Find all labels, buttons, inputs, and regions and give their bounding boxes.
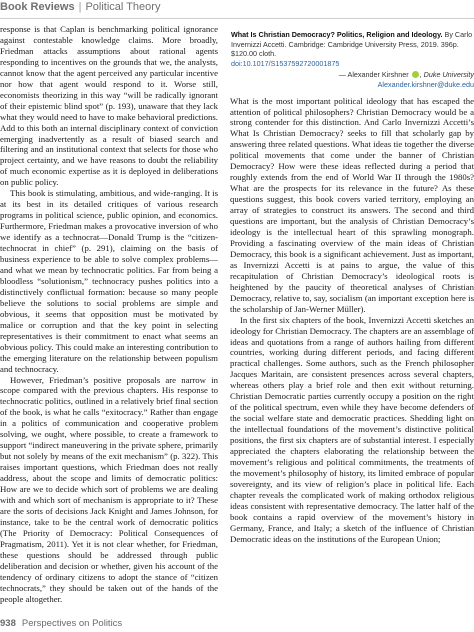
right-paragraph-1: What is the most important political ideology that has escaped the attention of political philosophers? Christian Democracy would be a strong contender for this distinction. And Carlo Invernizzi Accetti’s What Is Christian Democracy? seeks to fill that scholarly gap by answering three related questions. What ideas tie together the diverse political movements that come under the banner of Christian Democracy? How were these ideas reflected during a period that roughly extends from the end of World War II through the 1980s? What are the prospects for its relevance in the future? As these questions suggest, this book covers varied territory, employing an array of strategies to construct its answers. The second and third questions are important, but the analysis of Christian Democracy’s ideology is the intellectual heart of this sprawling monograph. Providing a fascinating overview of the main ideas of Christian Democracy, this book is a significant achievement. Just as important, as Invernizzi Accetti is at pains to argue, the value of this recapitulation of Christian Democracy’s ideological roots is heightened by the paucity of theoretical analyses of Christian Democracy, relative to, say, socialism (an important exception here is the scholarship of Jan-Werner Müller).	[230, 95, 474, 314]
section-label: Book Reviews	[0, 1, 75, 13]
reviewer-block: — Alexander Kirshner , Duke University Alexander.kirshner@duke.edu	[338, 70, 474, 89]
review-entry	[230, 30, 474, 90]
left-column	[0, 24, 218, 614]
review-book-title: What Is Christian Democracy? Politics, Religion and Ideology.	[231, 30, 443, 39]
header-separator: |	[78, 1, 82, 13]
left-paragraph-3: However, Friedman’s positive proposals are narrow in scope compared with the previous chapters. His response to technocratic politics, outlined in a relatively brief final section of the book, is what he calls “exitocracy.” Rather than engage in a politics of communication and cooperative problem solving, we ought, where possible, to create a framework to support “indirect maneuvering in the private sphere, primarily but not solely by means of the exit mechanism” (p. 322). This raises important questions, which Friedman does not really address, about the scope and limits of democratic politics: How are we to decide which sort of problems we are dealing with and which sort of mechanism is appropriate to it? These are the sorts of decisions Jack Knight and James Johnson, for instance, take to be the central work of democratic politics (The Priority of Democracy: Political Consequences of Pragmatism, 2011). Yet it is not clear whether, for Friedman, these questions should be addressed through public deliberation and decision or whether, given his account of the tendency of ordinary citizens to adopt the stance of “citizen technocrats,” they should be taken out of the hands of the people altogether.	[0, 374, 218, 604]
orcid-icon[interactable]	[412, 71, 419, 78]
running-header	[0, 0, 474, 14]
running-footer	[0, 618, 474, 632]
journal-label: Political Theory	[85, 1, 161, 13]
header-rule	[0, 18, 474, 19]
review-doi-link[interactable]: doi:10.1017/S1537592720001875	[231, 58, 340, 68]
right-paragraph-2: In the first six chapters of the book, Invernizzi Accetti sketches an ideology for Christian Democracy. The chapters are an assemblage of ideas and quotations from a range of authors hailing from different countries, working during different periods, and facing different practical challenges. Some authors, such as the French philosopher Jacques Maritain, are consistent presences across several chapters, whereas others play a brief role and then exit without returning. Christian Democratic parties currently occupy a position on the right of the political spectrum, even while they have become defenders of the social welfare state and democratic practices. Shedding light on the intellectual foundations of the movement’s distinctive political positions, the first six chapters are of substantial interest. I especially appreciated the chapters elaborating the relationship between the movement’s religious and political commitments, the treatments of the movement’s philosophy of history, its limited embrace of popular sovereignty, and its view of religion’s place in political life. Each chapter reveals the complicated work of making orthodox religious ideas consistent with representative democracy. The latter half of the book contains a rapid overview of the movement’s history in Germany, France, and Italy; a sketch of the influence of Christian Democratic ideas on the institutions of the European Union;	[230, 314, 474, 544]
footer-journal: Perspectives on Politics	[21, 618, 123, 629]
review-body	[230, 96, 474, 545]
reviewer-email-link[interactable]: Alexander.kirshner@duke.edu	[377, 79, 474, 89]
reviewer-name: — Alexander Kirshner	[338, 70, 409, 80]
right-column	[230, 24, 474, 614]
page-number: 938	[0, 618, 16, 629]
left-paragraph-2: This book is stimulating, ambitious, and wide-ranging. It is at its best in its detailed critiques of various research programs in political science, public opinion, and economics. Furthermore, Friedman makes a provocative inversion of who we identify as a technocrat—Donald Trump is the “citizen-technocrat in chief” (p. 291), claiming on the basis of business experience to be able to solve complex problems—and what we mean by technocratic politics. Far from being a bloodless “solutionism,” technocracy pushes politics into a distinctively conflictual formation: because so many people believe the solutions to social problems are simple and obvious, it seems that opposition must be motivated by malice or corruption and that the key point in selecting representatives is their commitment to enact what seems an obvious policy. This could make an interesting contribution to the emerging literature on the relationship between populism and technocracy.	[0, 188, 218, 374]
reviewer-affiliation: Duke University	[423, 70, 474, 80]
review-publication-info: By Carlo Invernizzi Accetti. Cambridge: Cambridge University Press, 2019. 396p. $120.00 cloth.	[231, 30, 473, 59]
left-paragraph-1: response is that Caplan is benchmarking political ignorance against contestable knowledge claims. More broadly, Friedman attacks assumptions about rational agents responding to incentives on the grounds that we, the analysts, cannot know that the agent perceived any particular incentive nor how that agent would respond to it. Worse still, economists theorizing in this way “will be radically ignorant of their epistemic blind spot” (p. 193), unaware that they lack what they would need to have to make behavioral predictions. Add to this both an internal disciplinary context of conviction emerging inadvertently as a result of biased search and filtering and an institutional context that selects for those who project certainty, and we have reasons to doubt the reliability of much economic expertise as it is deployed in deliberations on public policy.	[0, 24, 218, 188]
